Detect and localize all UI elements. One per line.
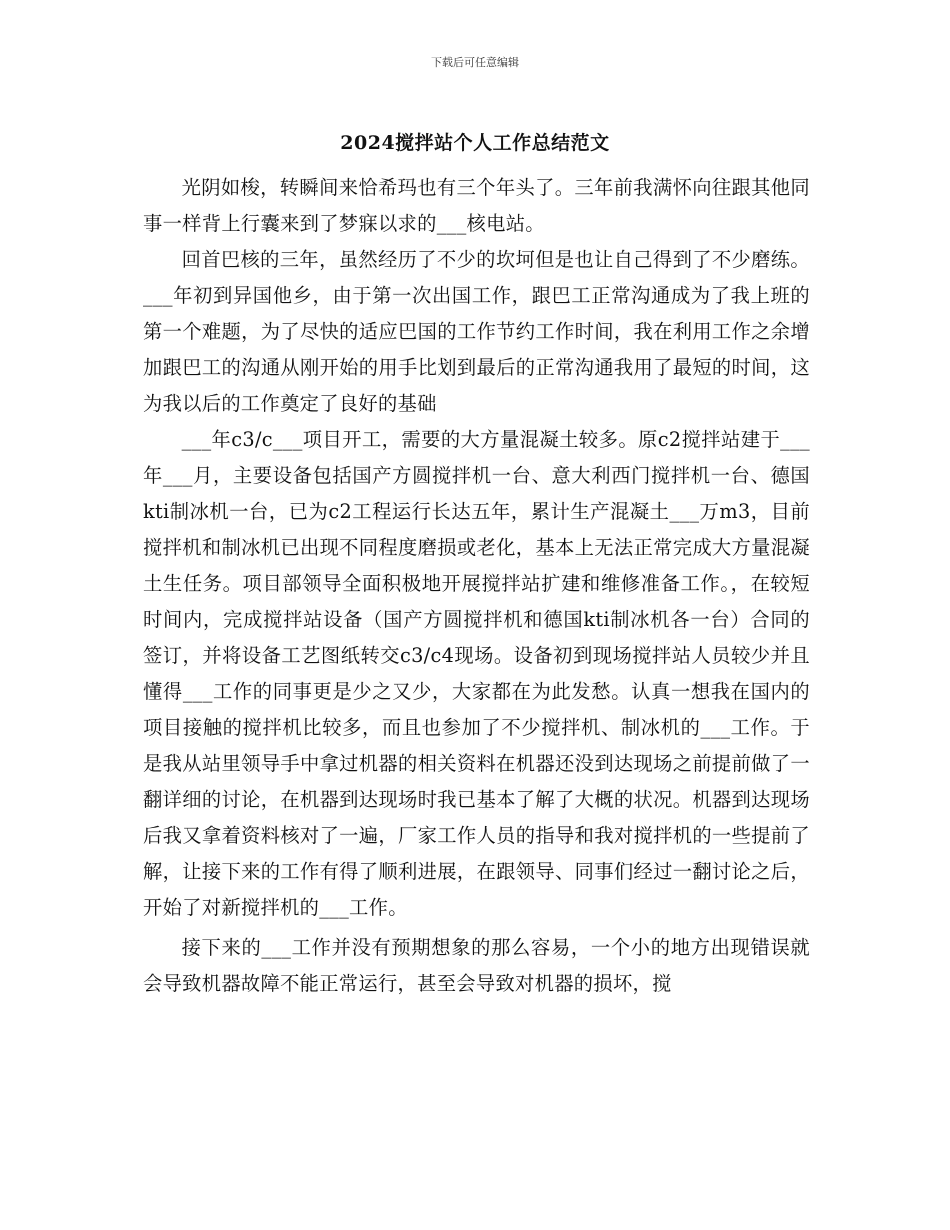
page-header: 下载后可任意编辑 [431, 56, 519, 69]
paragraph: 接下来的___工作并没有预期想象的那么容易，一个小的地方出现错误就会导致机器故障不能正常运行，甚至会导致对机器的损坏，搅 [143, 936, 810, 995]
document-title: 2024搅拌站个人工作总结范文 [340, 132, 610, 154]
paragraph: 回首巴核的三年，虽然经历了不少的坎坷但是也让自己得到了不少磨练。___年初到异国他乡，由于第一次出国工作，跟巴工正常沟通成为了我上班的第一个难题，为了尽快的适应巴国的工作节约工作时间，我在利用工作之余增加跟巴工的沟通从刚开始的用手比划到最后的正常沟通我用了最短的时间，这为我以后的工作奠定了良好的基础 [143, 248, 810, 415]
paragraph: ___年c3/c___项目开工，需要的大方量混凝土较多。原c2搅拌站建于___年___月，主要设备包括国产方圆搅拌机一台、意大利西门搅拌机一台、德国kti制冰机一台，已为c2工程运行长达五年，累计生产混凝土___万m3，目前搅拌机和制冰机已出现不同程度磨损或老化，基本上无法正常完成大方量混凝土生任务。项目部领导全面积极地开展搅拌站扩建和维修准备工作。，在较短时间内，完成搅拌站设备（国产方圆搅拌机和德国kti制冰机各一台）合同的签订，并将设备工艺图纸转交c3/c4现场。设备初到现场搅拌站人员较少并且懂得___工作的同事更是少之又少，大家都在为此发愁。认真一想我在国内的项目接触的搅拌机比较多，而且也参加了不少搅拌机、制冰机的___工作。于是我从站里领导手中拿过机器的相关资料在机器还没到达现场之前提前做了一翻详细的讨论，在机器到达现场时我已基本了解了大概的状况。机器到达现场后我又拿着资料核对了一遍，厂家工作人员的指导和我对搅拌机的一些提前了解，让接下来的工作有得了顺利进展，在跟领导、同事们经过一翻讨论之后，开始了对新搅拌机的___工作。 [143, 428, 810, 919]
paragraph: 光阴如梭，转瞬间来恰希玛也有三个年头了。三年前我满怀向往跟其他同事一样背上行囊来到了梦寐以求的___核电站。 [143, 176, 810, 235]
document-body [143, 170, 810, 1002]
